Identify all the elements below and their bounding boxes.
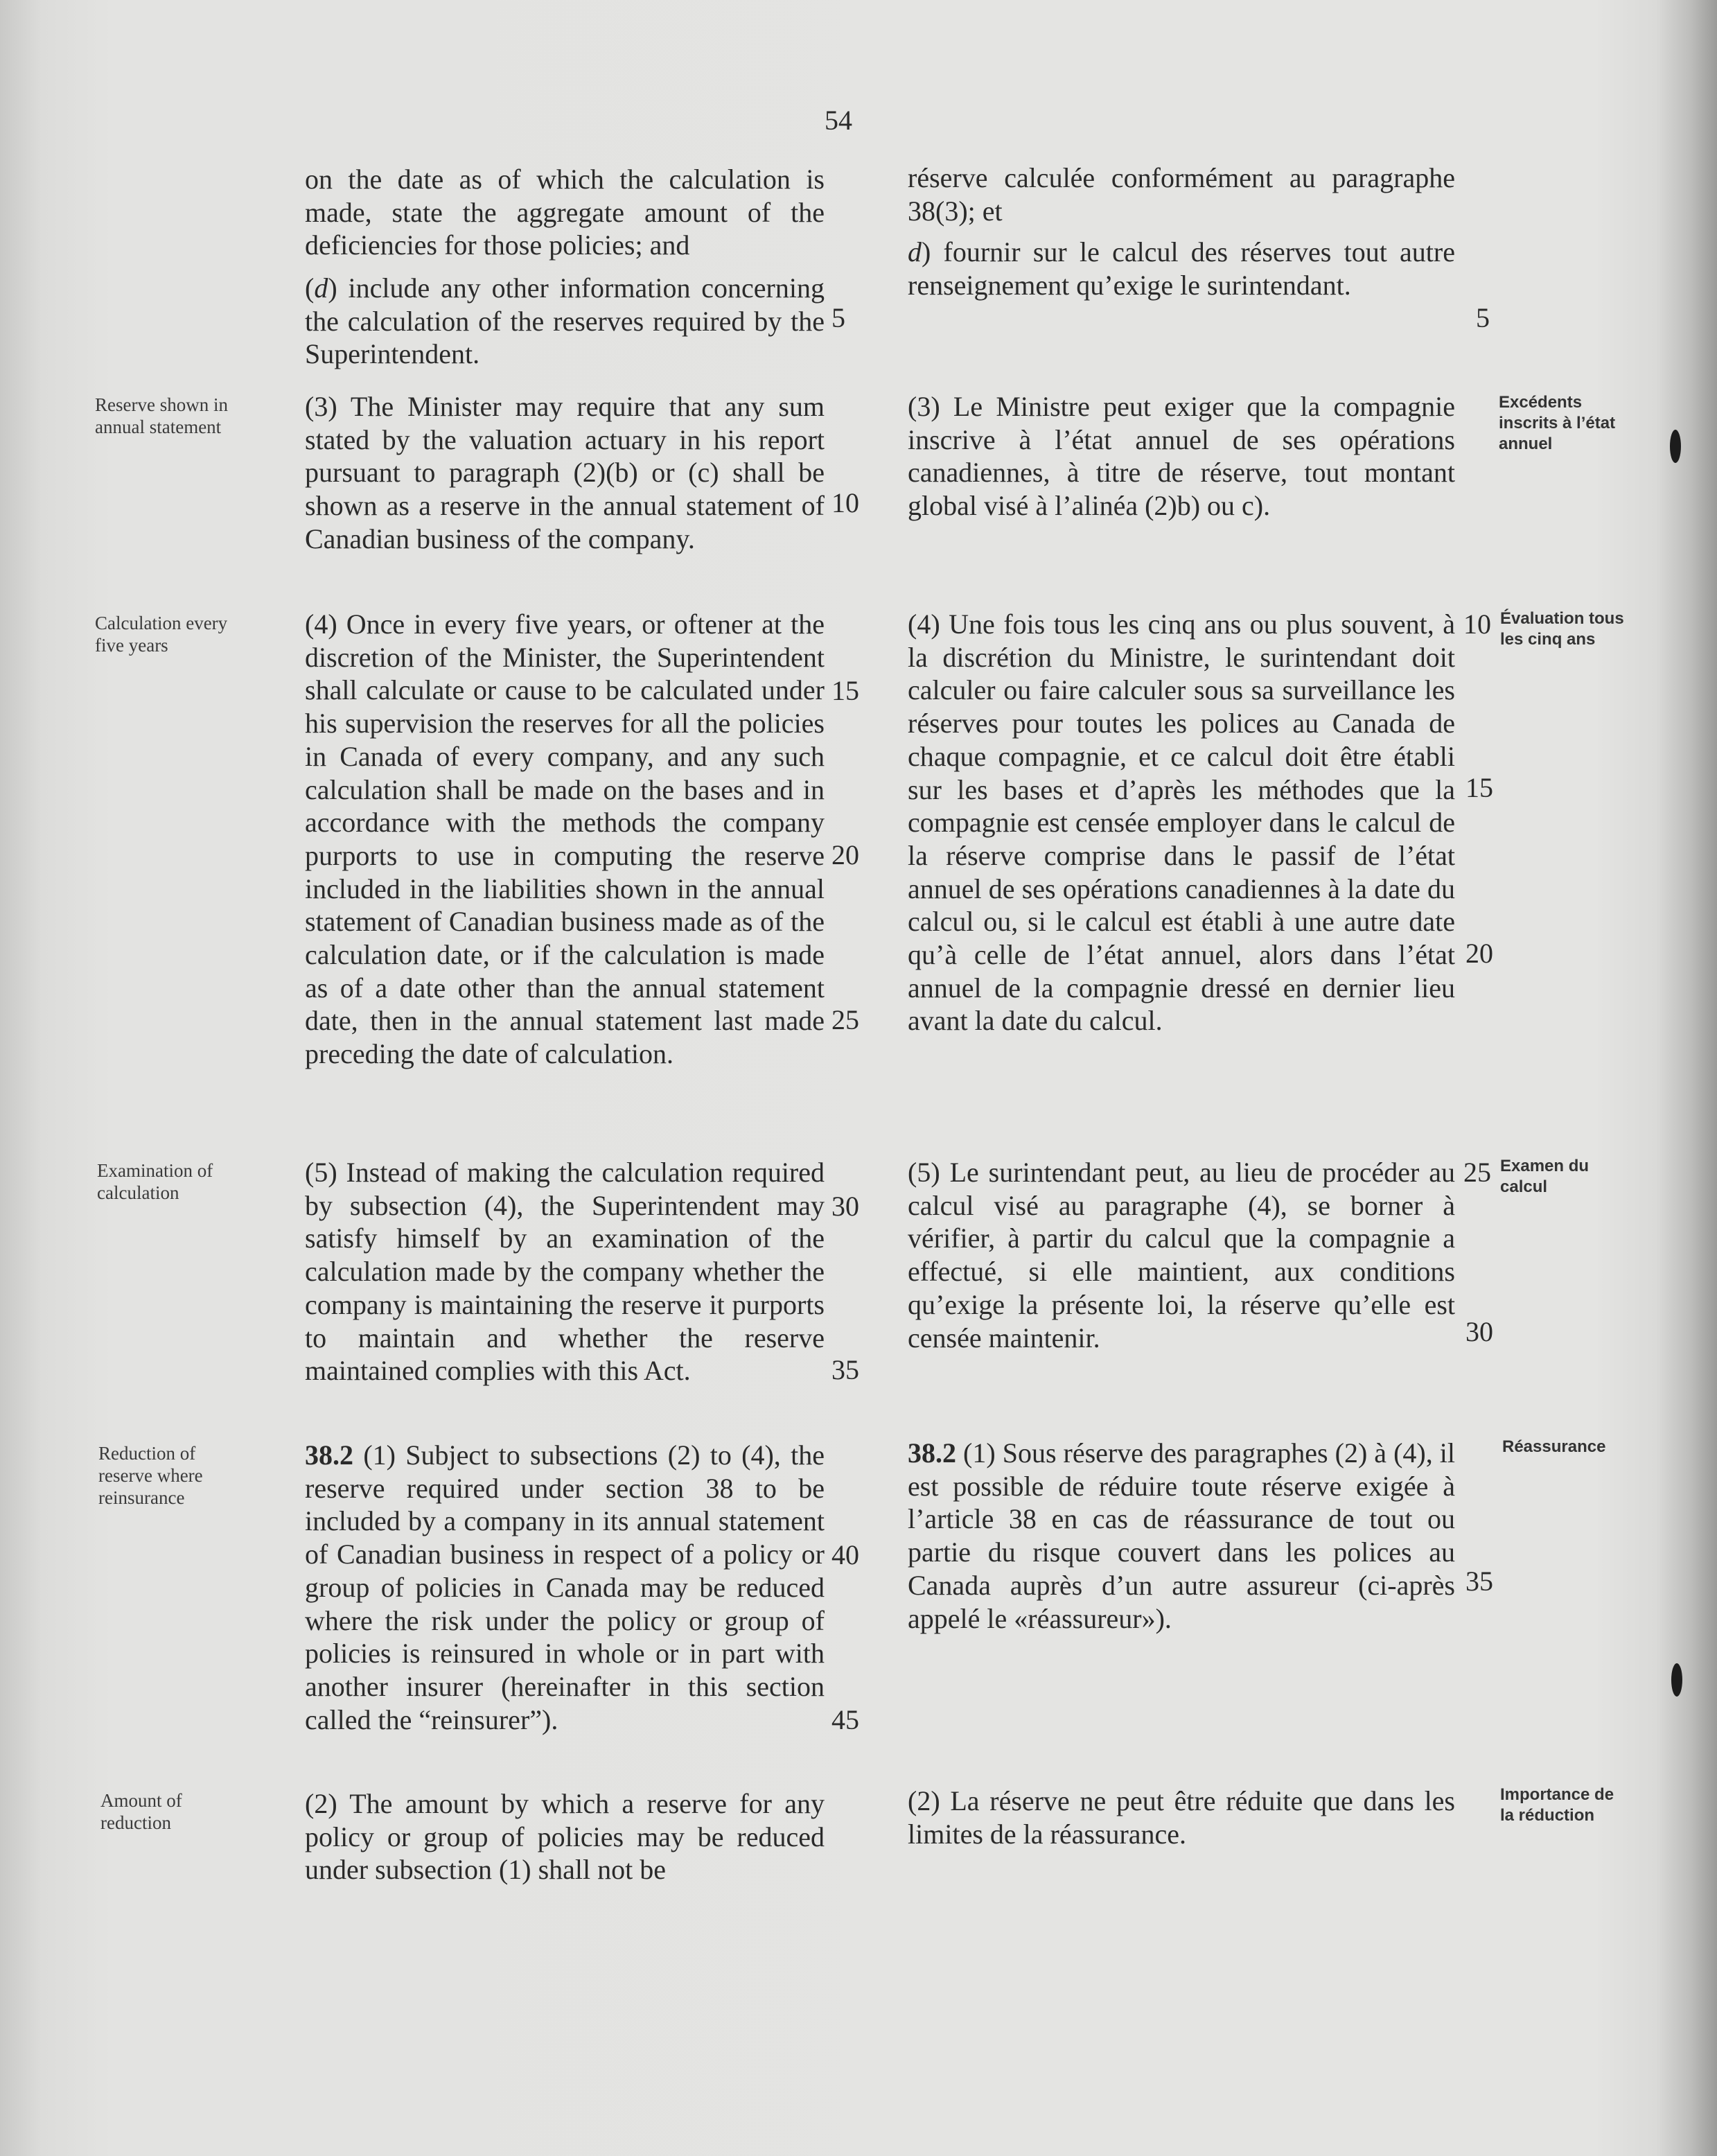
en-line-number-30: 30	[831, 1191, 859, 1222]
fr-line-number-5: 5	[1476, 302, 1490, 333]
binder-tab-lower	[1671, 1663, 1682, 1697]
fr-line-number-10: 10	[1463, 608, 1491, 640]
margin-note-reassurance: Réassurance	[1502, 1437, 1606, 1456]
fr-line-number-30: 30	[1465, 1316, 1493, 1347]
fr-line-number-25: 25	[1463, 1157, 1491, 1188]
en-subsection-3: (3) The Minister may require that any sum stated by the valuation actuary in his report pursuant to paragraph (2)(b) or (c) shall be shown as a reserve in the annual statement of Canadian business of the company.	[305, 391, 825, 554]
margin-note-examen: Examen du calcul	[1500, 1157, 1590, 1196]
fr-section-38-2: 38.2 (1) Sous réserve des paragraphes (2) à (4), il est possible de réduire toute réserve exigée à l’article 38 en cas de réassurance de tout ou partie du risque couvert dans les polices au Canada auprès d’un autre assureur (ci-après appelé le «réassureur»).	[908, 1437, 1455, 1634]
margin-note-reserve-shown: Reserve shown in annual statement	[95, 394, 228, 437]
en-paragraph-d: (d) include any other information concerning the calculation of the reserves required by the Superintendent.	[305, 272, 825, 370]
en-line-number-25: 25	[831, 1004, 859, 1035]
en-line-number-15: 15	[831, 675, 859, 706]
en-subsection-5: (5) Instead of making the calculation required by subsection (4), the Superintendent may satisfy himself by an examination of the calculation made by the company whether the company is maintaining the reserve it purports to maintain and whether the reserve maintained complies with this Act.	[305, 1157, 825, 1387]
en-line-number-35: 35	[831, 1354, 859, 1385]
fr-line-number-20: 20	[1465, 938, 1493, 969]
margin-note-reduction-reinsurance: Reduction of reserve where reinsurance	[98, 1443, 203, 1508]
en-subsection-4: (4) Once in every five years, or oftener at the discretion of the Minister, the Superintendent shall calculate or cause to be calculated under his supervision the reserves for all the policies in Canada of every company, and any such calculation shall be made on the bases and in accordance with the methods the company purports to use in computing the reserve included in the liabilities shown in the annual statement of Canadian business made as of the calculation date, or if the calculation is made as of a date other than the annual statement date, then in the annual statement last made preceding the date of calculation.	[305, 608, 825, 1070]
margin-note-importance: Importance de la réduction	[1500, 1785, 1614, 1825]
fr-line-number-15: 15	[1465, 772, 1493, 803]
fr-subsection-5: (5) Le surintendant peut, au lieu de procéder au calcul visé au paragraphe (4), se borner à vérifier, à partir du calcul que la compagnie a effectué, si elle maintient, aux conditions qu’exige la présente loi, la réserve qu’elle est censée maintenir.	[908, 1157, 1455, 1353]
en-paragraph-c-continued: on the date as of which the calculation is made, state the aggregate amount of the deficiencies for those policies; and	[305, 164, 825, 261]
page-number: 54	[825, 105, 852, 136]
en-line-number-20: 20	[831, 839, 859, 870]
margin-note-calculation-five-years: Calculation every five years	[95, 613, 228, 656]
margin-note-amount-of-reduction: Amount of reduction	[100, 1790, 182, 1833]
margin-note-examination: Examination of calculation	[97, 1160, 213, 1203]
fr-subsection-3: (3) Le Ministre peut exiger que la compagnie inscrive à l’état annuel de ses opérations canadiennes, à titre de réserve, tout montant global visé à l’alinéa (2)b) ou c).	[908, 391, 1455, 522]
en-line-number-40: 40	[831, 1539, 859, 1570]
en-line-number-45: 45	[831, 1704, 859, 1735]
binder-tab-upper	[1670, 430, 1681, 463]
en-section-38-2: 38.2 (1) Subject to subsections (2) to (4), the reserve required under section 38 to be included by a company in its annual statement of Canadian business in respect of a policy or group of policies in Canada may be reduced where the risk under the policy or group of policies is reinsured in whole or in part with another insurer (hereinafter in this section called the “reinsurer”).	[305, 1439, 825, 1735]
en-section-38-2-subsection-2: (2) The amount by which a reserve for any policy or group of policies may be reduced under subsection (1) shall not be	[305, 1788, 825, 1886]
margin-note-excedents: Excédents inscrits à l’état annuel	[1499, 393, 1616, 453]
fr-section-38-2-subsection-2: (2) La réserve ne peut être réduite que dans les limites de la réassurance.	[908, 1785, 1455, 1850]
fr-paragraph-d: d) fournir sur le calcul des réserves tout autre renseignement qu’exige le surintendant.	[908, 236, 1455, 301]
fr-subsection-4: (4) Une fois tous les cinq ans ou plus souvent, à la discrétion du Ministre, le surintendant doit calculer ou faire calculer sous sa surveillance les réserves pour toutes les polices au Canada de chaque compagnie, et ce calcul doit être établi sur les bases et d’après les méthodes que la compagnie est censée employer dans le calcul de la réserve comprise dans le passif de l’état annuel de ses opérations canadiennes à la date du calcul ou, si le calcul est établi à une autre date qu’à celle de l’état annuel, alors dans l’état annuel de la compagnie dressé en dernier lieu avant la date du calcul.	[908, 608, 1455, 1037]
en-line-number-10: 10	[831, 487, 859, 518]
fr-paragraph-c-continued: réserve calculée conformément au paragraphe 38(3); et	[908, 162, 1455, 227]
fr-line-number-35: 35	[1465, 1566, 1493, 1597]
en-line-number-5: 5	[831, 302, 845, 333]
margin-note-evaluation: Évaluation tous les cinq ans	[1500, 609, 1624, 649]
